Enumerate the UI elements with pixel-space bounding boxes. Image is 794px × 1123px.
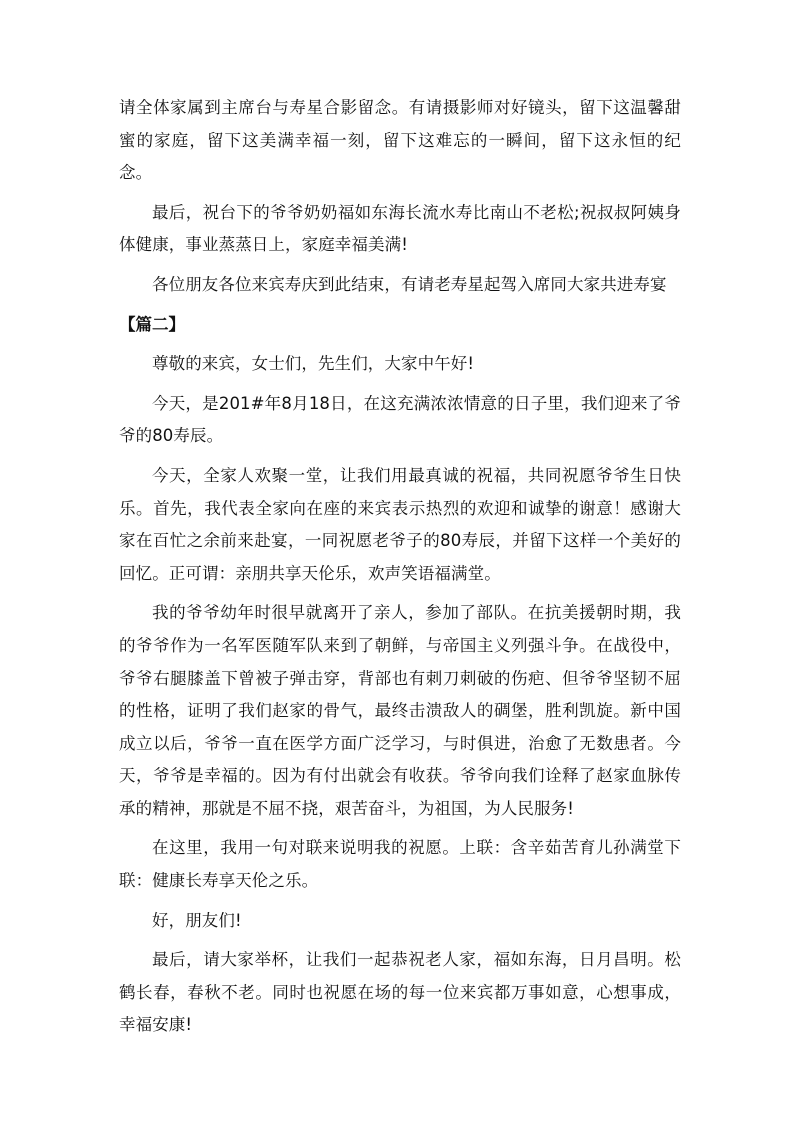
section-heading: 【篇二】 (119, 314, 185, 334)
paragraph-toast: 最后，请大家举杯，让我们一起恭祝老人家，福如东海，日月昌明。松鹤长春，春秋不老。同时也祝愿在场的每一位来宾都万事如意，心想事成，幸福安康! (119, 950, 681, 1035)
paragraph-final-wishes: 最后，祝台下的爷爷奶奶福如东海长流水寿比南山不老松;祝叔叔阿姨身体健康，事业蒸蒸日上，家庭幸福美满! (119, 202, 681, 255)
paragraph-date: 今天，是201#年8月18日，在这充满浓浓情意的日子里，我们迎来了爷爷的80寿辰。 (119, 393, 681, 446)
paragraph-group-photo: 请全体家属到主席台与寿星合影留念。有请摄影师对好镜头，留下这温馨甜蜜的家庭，留下这美满幸福一刻，留下这难忘的一瞬间，留下这永恒的纪念。 (119, 98, 681, 183)
paragraph-grandfather-story: 我的爷爷幼年时很早就离开了亲人，参加了部队。在抗美援朝时期，我的爷爷作为一名军医随军队来到了朝鲜，与帝国主义列强斗争。在战役中，爷爷右腿膝盖下曾被子弹击穿，背部也有刺刀刺破的伤疤、但爷爷坚韧不屈的性格，证明了我们赵家的骨气，最终击溃敌人的碉堡，胜利凯旋。新中国成立以后，爷爷一直在医学方面广泛学习，与时俱进，治愈了无数患者。今天，爷爷是幸福的。因为有付出就会有收获。爷爷向我们诠释了赵家血脉传承的精神，那就是不屈不挠，艰苦奋斗，为祖国，为人民服务! (119, 603, 681, 818)
paragraph-greeting: 尊敬的来宾，女士们，先生们，大家中午好! (152, 354, 475, 374)
document-page (119, 92, 681, 1042)
paragraph-welcome: 今天，全家人欢聚一堂，让我们用最真诚的祝福，共同祝愿爷爷生日快乐。首先，我代表全家向在座的来宾表示热烈的欢迎和诚挚的谢意！感谢大家在百忙之余前来赴宴，一同祝愿老爷子的80寿辰，并留下这样一个美好的回忆。正可谓：亲朋共享天伦乐，欢声笑语福满堂。 (119, 465, 681, 583)
paragraph-closing: 各位朋友各位来宾寿庆到此结束，有请老寿星起驾入席同大家共进寿宴 (152, 274, 667, 294)
paragraph-friends: 好，朋友们! (152, 910, 242, 930)
paragraph-couplet: 在这里，我用一句对联来说明我的祝愿。上联：含辛茹苦育儿孙满堂下联：健康长寿享天伦之乐。 (119, 838, 681, 891)
